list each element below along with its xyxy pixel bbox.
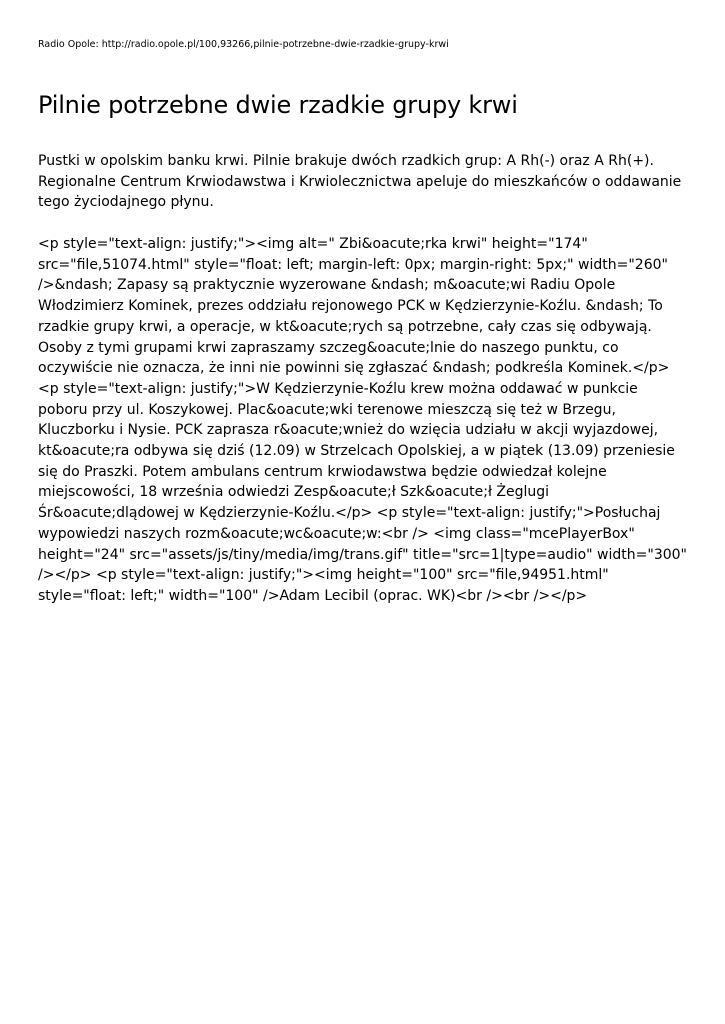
article-title: Pilnie potrzebne dwie rzadkie grupy krwi [38,91,518,119]
article-lead: Pustki w opolskim banku krwi. Pilnie brakuje dwóch rzadkich grup: A Rh(-) oraz A Rh(+). Regionalne Centrum Krwiodawstwa i Krwiolecznictwa apeluje do mieszkańców o oddawanie tego życiodajnego płynu. [38,153,682,210]
source-url-line: Radio Opole: http://radio.opole.pl/100,93266,pilnie-potrzebne-dwie-rzadkie-grupy-krwi [38,39,449,50]
article-body-raw-html: <p style="text-align: justify;"><img alt=" Zbi&oacute;rka krwi" height="174" src="file,51074.html" style="float: left; margin-left: 0px; margin-right: 5px;" width="260" />&ndash; Zapasy są praktycznie wyzerowane &ndash; m&oacute;wi Radiu Opole Włodzimierz Kominek, prezes oddziału rejonowego PCK w Kędzierzynie-Koźlu. &ndash; To rzadkie grupy krwi, a operacje, w kt&oacute;rych są potrzebne, cały czas się odbywają. Osoby z tymi grupami krwi zapraszamy szczeg&oacute;lnie do naszego punktu, co oczywiście nie oznacza, że inni nie powinni się zgłaszać &ndash; podkreśla Kominek.</p> <p style="text-align: justify;">W Kędzierzynie-Koźlu krew można oddawać w punkcie poboru przy ul. Koszykowej. Plac&oacute;wki terenowe mieszczą się też w Brzegu, Kluczborku i Nysie. PCK zaprasza r&oacute;wnież do wzięcia udziału w akcji wyjazdowej, kt&oacute;ra odbywa się dziś (12.09) w Strzelcach Opolskiej, a w piątek (13.09) przeniesie się do Praszki. Potem ambulans centrum krwiodawstwa będzie odwiedzał kolejne miejscowości, 18 września odwiedzi Zesp&oacute;ł Szk&oacute;ł Żeglugi Śr&oacute;dlądowej w Kędzierzynie-Koźlu.</p> <p style="text-align: justify;">Posłuchaj wypowiedzi naszych rozm&oacute;wc&oacute;w:<br /> <img class="mcePlayerBox" height="24" src="assets/js/tiny/media/img/trans.gif" title="src=1|type=audio" width="300" /></p> <p style="text-align: justify;"><img height="100" src="file,94951.html" style="float: left;" width="100" />Adam Lecibil (oprac. WK)<br /><br /></p> [38,236,687,604]
